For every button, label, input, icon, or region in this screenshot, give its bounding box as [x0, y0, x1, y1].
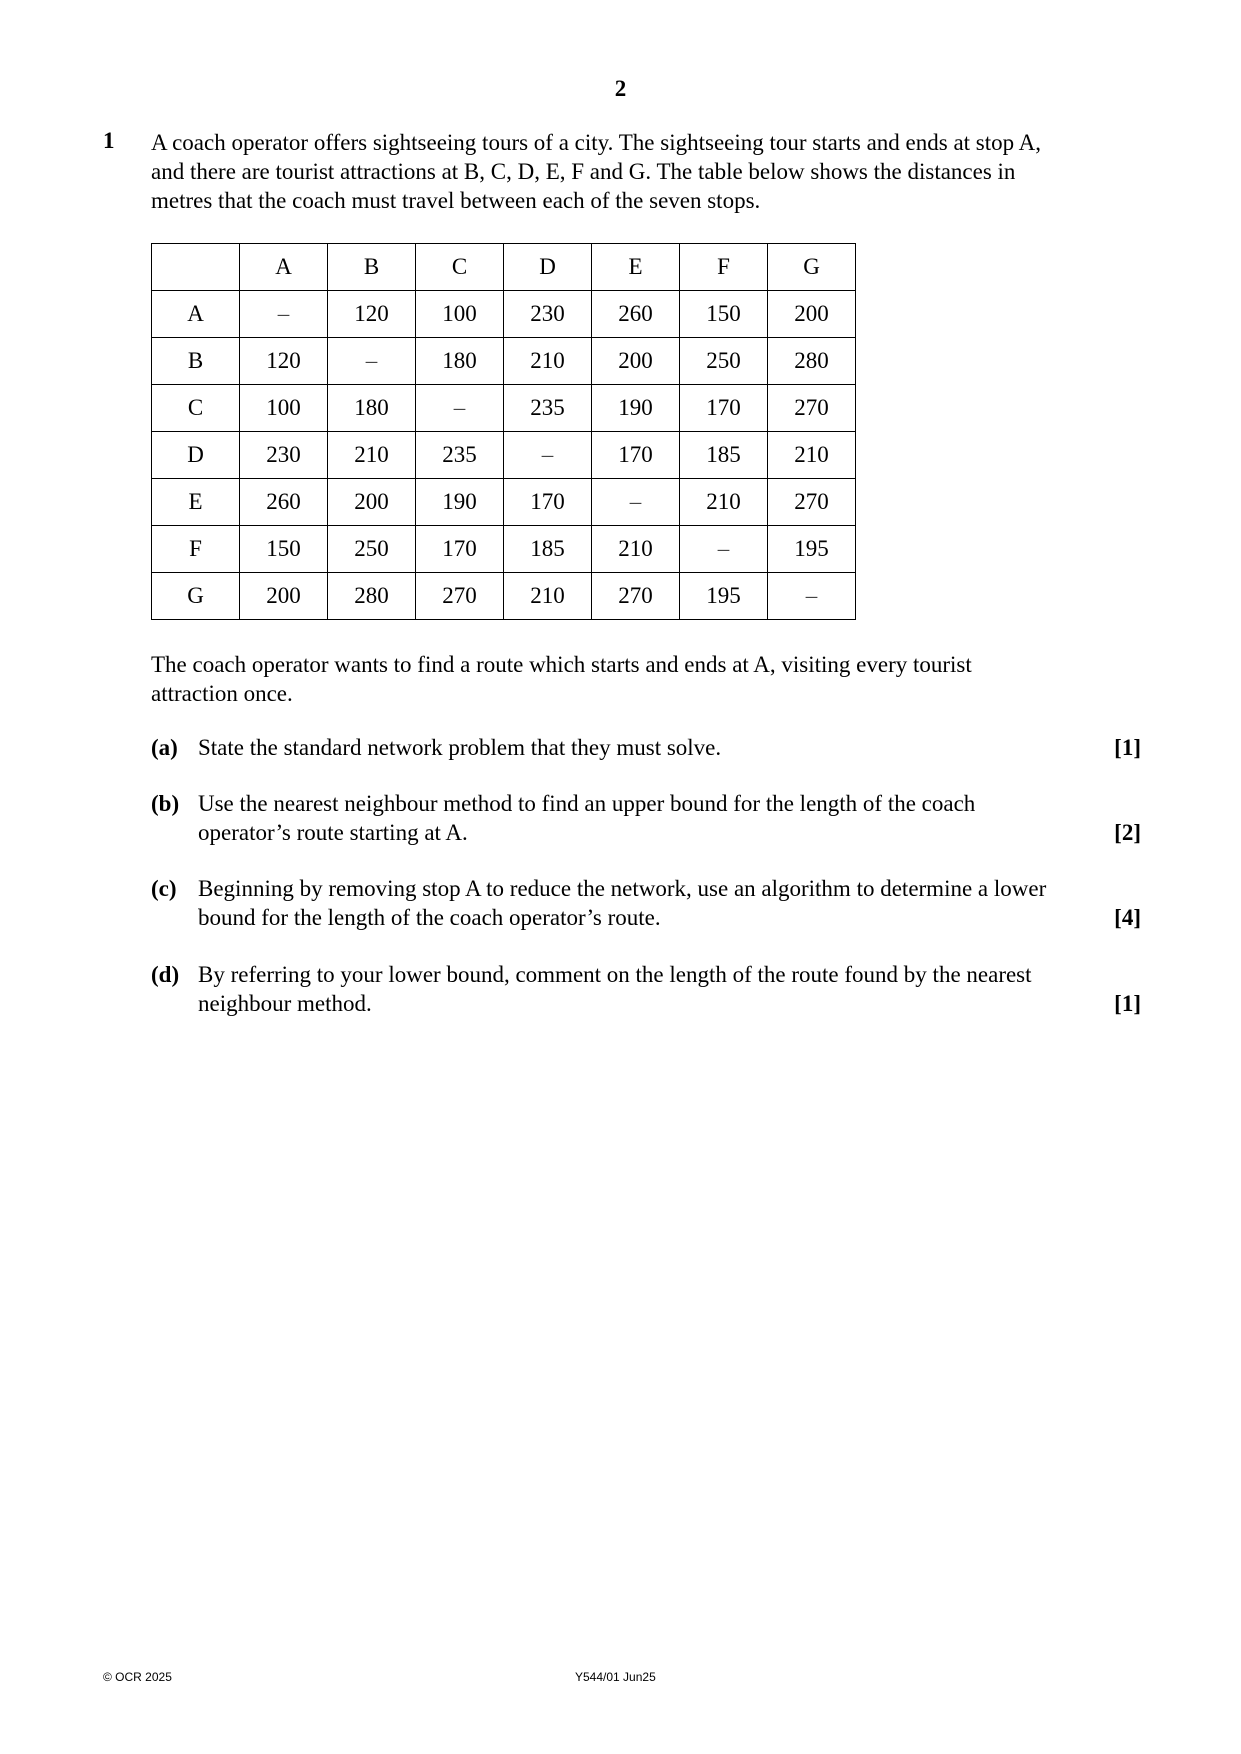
table-cell: 185: [504, 526, 592, 573]
table-cell: 210: [592, 526, 680, 573]
table-cell: 195: [768, 526, 856, 573]
intro-line: and there are tourist attractions at B, C, D, E, F and G. The table below shows the distances in: [151, 159, 1016, 184]
column-header: G: [768, 244, 856, 291]
table-cell: 270: [768, 479, 856, 526]
table-cell: 185: [680, 432, 768, 479]
row-header: A: [152, 291, 240, 338]
table-cell: 235: [416, 432, 504, 479]
table-cell: –: [328, 338, 416, 385]
table-cell: 190: [416, 479, 504, 526]
continuation-line: attraction once.: [151, 681, 293, 706]
part-line: Beginning by removing stop A to reduce the network, use an algorithm to determine a lower: [198, 876, 1047, 901]
part-b: [151, 789, 1141, 847]
question-continuation: [151, 650, 1141, 708]
part-line: By referring to your lower bound, comment on the length of the route found by the nearest: [198, 962, 1032, 987]
table-cell: 170: [416, 526, 504, 573]
part-marks: [2]: [1114, 820, 1141, 845]
column-header: A: [240, 244, 328, 291]
column-header: D: [504, 244, 592, 291]
table-cell: 170: [592, 432, 680, 479]
footer-copyright: © OCR 2025: [103, 1670, 172, 1684]
part-label: (b): [151, 791, 180, 816]
table-cell: 250: [680, 338, 768, 385]
part-marks: [1]: [1114, 991, 1141, 1016]
part-line: State the standard network problem that they must solve.: [198, 735, 722, 760]
part-line: bound for the length of the coach operator’s route.: [198, 905, 661, 930]
table-cell: 100: [416, 291, 504, 338]
table-cell: 210: [504, 338, 592, 385]
table-row: [152, 479, 856, 526]
part-line: neighbour method.: [198, 991, 372, 1016]
table-cell: 270: [768, 385, 856, 432]
row-header: F: [152, 526, 240, 573]
part-label: (a): [151, 735, 178, 760]
part-a: [151, 733, 1141, 762]
row-header: E: [152, 479, 240, 526]
table-cell: –: [240, 291, 328, 338]
table-cell: 180: [328, 385, 416, 432]
table-header-row: [152, 244, 856, 291]
column-header: F: [680, 244, 768, 291]
part-label: (c): [151, 876, 177, 901]
table-cell: 120: [328, 291, 416, 338]
table-cell: 200: [592, 338, 680, 385]
table-cell: 250: [328, 526, 416, 573]
part-label: (d): [151, 962, 180, 987]
part-line: Use the nearest neighbour method to find an upper bound for the length of the coach: [198, 791, 976, 816]
row-header: B: [152, 338, 240, 385]
part-marks: [1]: [1114, 735, 1141, 760]
table-cell: –: [768, 573, 856, 620]
table-cell: –: [504, 432, 592, 479]
question-number: 1: [103, 128, 115, 153]
table-row: [152, 526, 856, 573]
footer-paper-code: Y544/01 Jun25: [575, 1670, 656, 1684]
table-cell: 260: [592, 291, 680, 338]
table-cell: 170: [504, 479, 592, 526]
row-header: G: [152, 573, 240, 620]
row-header: C: [152, 385, 240, 432]
table-cell: 210: [328, 432, 416, 479]
intro-line: A coach operator offers sightseeing tours of a city. The sightseeing tour starts and ends at stop A,: [151, 130, 1041, 155]
table-cell: 280: [768, 338, 856, 385]
part-text: [198, 874, 1088, 932]
table-cell: 150: [240, 526, 328, 573]
table-cell: 200: [328, 479, 416, 526]
table-cell: 230: [504, 291, 592, 338]
table-cell: 200: [240, 573, 328, 620]
part-c: [151, 874, 1141, 932]
page-number: 2: [614, 76, 627, 101]
table-cell: 170: [680, 385, 768, 432]
part-text: [198, 960, 1088, 1018]
part-line: operator’s route starting at A.: [198, 820, 468, 845]
column-header: B: [328, 244, 416, 291]
table-cell: 120: [240, 338, 328, 385]
table-cell: 180: [416, 338, 504, 385]
table-cell: –: [680, 526, 768, 573]
part-text: [198, 733, 1088, 762]
part-text: [198, 789, 1088, 847]
table-cell: 280: [328, 573, 416, 620]
table-cell: 100: [240, 385, 328, 432]
table-cell: 270: [592, 573, 680, 620]
table-cell: 200: [768, 291, 856, 338]
table-cell: –: [592, 479, 680, 526]
table-row: [152, 432, 856, 479]
table-cell: 235: [504, 385, 592, 432]
table-corner-cell: [152, 244, 240, 291]
table-cell: 150: [680, 291, 768, 338]
table-row: [152, 291, 856, 338]
column-header: E: [592, 244, 680, 291]
question-intro: [151, 128, 1141, 215]
table-cell: 195: [680, 573, 768, 620]
intro-line: metres that the coach must travel between each of the seven stops.: [151, 188, 761, 213]
table-cell: –: [416, 385, 504, 432]
part-marks: [4]: [1114, 905, 1141, 930]
table-row: [152, 573, 856, 620]
table-cell: 260: [240, 479, 328, 526]
table-row: [152, 338, 856, 385]
table-row: [152, 385, 856, 432]
continuation-line: The coach operator wants to find a route which starts and ends at A, visiting every tourist: [151, 652, 972, 677]
row-header: D: [152, 432, 240, 479]
part-d: [151, 960, 1141, 1018]
table-cell: 210: [504, 573, 592, 620]
table-cell: 210: [768, 432, 856, 479]
table-cell: 230: [240, 432, 328, 479]
distance-table: [151, 243, 856, 620]
table-cell: 190: [592, 385, 680, 432]
table-cell: 270: [416, 573, 504, 620]
table-cell: 210: [680, 479, 768, 526]
column-header: C: [416, 244, 504, 291]
